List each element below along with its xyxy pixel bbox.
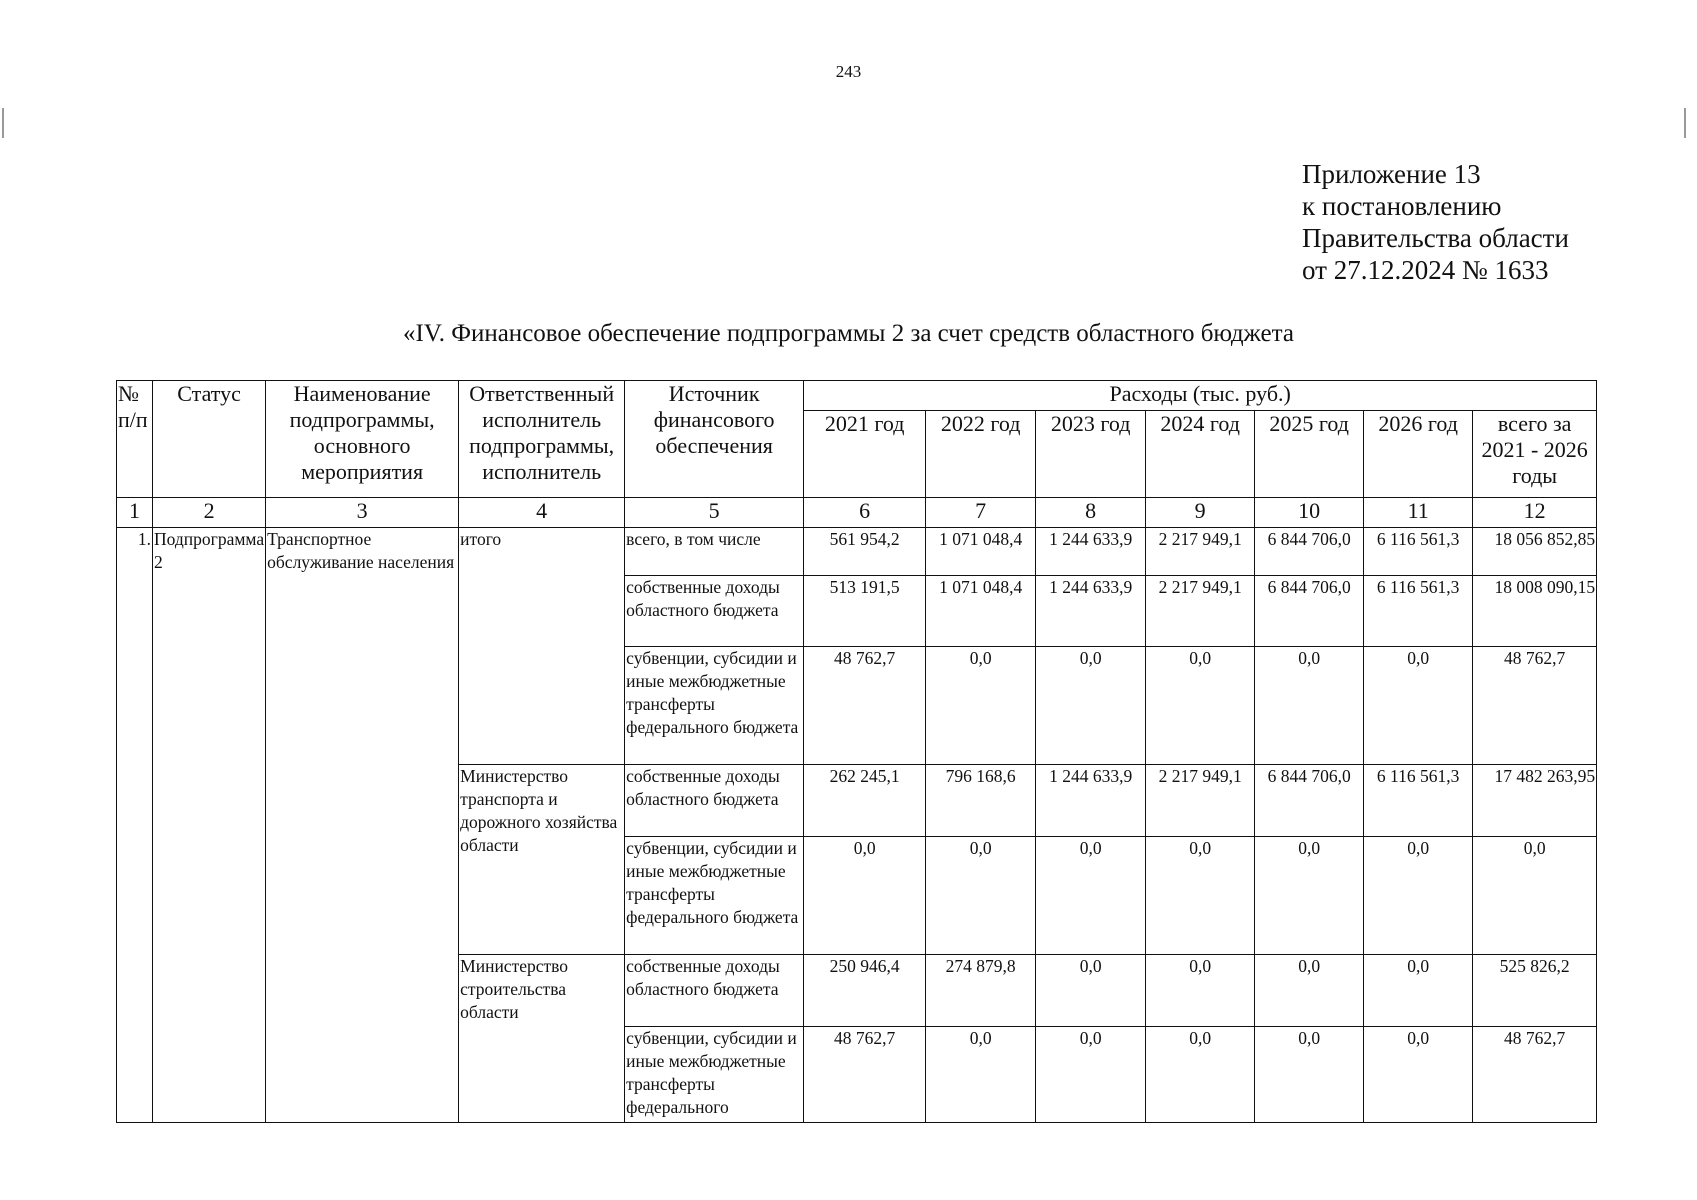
row-source: собственные доходы областного бюджета <box>625 576 804 647</box>
appendix-line: к постановлению <box>1302 191 1502 221</box>
value-cell: 48 762,7 <box>804 1027 926 1123</box>
column-number: 7 <box>926 498 1036 528</box>
value-cell: 0,0 <box>1255 1027 1364 1123</box>
value-cell: 0,0 <box>1364 1027 1473 1123</box>
header-num: № п/п <box>117 381 153 498</box>
value-cell: 250 946,4 <box>804 955 926 1027</box>
value-cell: 0,0 <box>926 837 1036 955</box>
column-number-row <box>117 498 1597 528</box>
header-year: 2021 год <box>804 411 926 498</box>
value-cell: 513 191,5 <box>804 576 926 647</box>
value-cell: 0,0 <box>1036 647 1146 765</box>
value-cell: 48 762,7 <box>804 647 926 765</box>
value-cell: 561 954,2 <box>804 528 926 576</box>
row-source: субвенции, субсидии и иные межбюджетные трансферты федерального бюджета <box>625 647 804 765</box>
column-number: 5 <box>625 498 804 528</box>
scan-edge-mark <box>1684 108 1686 138</box>
value-cell: 796 168,6 <box>926 765 1036 837</box>
header-total: всего за 2021 - 2026 годы <box>1473 411 1597 498</box>
value-cell: 6 116 561,3 <box>1364 765 1473 837</box>
column-number: 6 <box>804 498 926 528</box>
appendix-line: Правительства области <box>1302 223 1569 253</box>
column-number: 8 <box>1036 498 1146 528</box>
value-total: 48 762,7 <box>1473 647 1597 765</box>
value-cell: 6 116 561,3 <box>1364 576 1473 647</box>
row-source: субвенции, субсидии и иные межбюджетные трансферты федерального <box>625 1027 804 1123</box>
row-status: Подпрограмма 2 <box>153 528 266 1123</box>
row-name: Транспортное обслуживание населения <box>266 528 459 1123</box>
value-total: 0,0 <box>1473 837 1597 955</box>
column-number: 4 <box>459 498 625 528</box>
header-executor: Ответственный исполнитель подпрограммы, исполнитель <box>459 381 625 498</box>
value-cell: 1 244 633,9 <box>1036 576 1146 647</box>
value-cell: 0,0 <box>1036 1027 1146 1123</box>
row-executor: Министерство строительства области <box>459 955 625 1123</box>
value-cell: 0,0 <box>1364 955 1473 1027</box>
value-cell: 0,0 <box>926 647 1036 765</box>
document-title: «IV. Финансовое обеспечение подпрограммы 2 за счет средств областного бюджета <box>403 320 1294 347</box>
page-number: 243 <box>835 62 862 81</box>
header-name: Наименование подпрограммы, основного мероприятия <box>266 381 459 498</box>
column-number: 2 <box>153 498 266 528</box>
value-cell: 0,0 <box>1146 1027 1255 1123</box>
header-year: 2025 год <box>1255 411 1364 498</box>
value-cell: 0,0 <box>926 1027 1036 1123</box>
value-cell: 0,0 <box>1255 837 1364 955</box>
value-cell: 6 116 561,3 <box>1364 528 1473 576</box>
value-cell: 0,0 <box>1255 647 1364 765</box>
value-cell: 2 217 949,1 <box>1146 765 1255 837</box>
header-year: 2023 год <box>1036 411 1146 498</box>
value-cell: 0,0 <box>1036 837 1146 955</box>
header-status: Статус <box>153 381 266 498</box>
value-total: 18 056 852,85 <box>1473 528 1597 576</box>
row-source: собственные доходы областного бюджета <box>625 955 804 1027</box>
value-cell: 0,0 <box>1036 955 1146 1027</box>
table-row <box>117 528 1597 576</box>
value-cell: 0,0 <box>1364 647 1473 765</box>
row-executor: Министерство транспорта и дорожного хозяйства области <box>459 765 625 955</box>
value-cell: 6 844 706,0 <box>1255 765 1364 837</box>
value-total: 17 482 263,95 <box>1473 765 1597 837</box>
value-cell: 262 245,1 <box>804 765 926 837</box>
header-source: Источник финансового обеспечения <box>625 381 804 498</box>
column-number: 1 <box>117 498 153 528</box>
column-number: 3 <box>266 498 459 528</box>
column-number: 11 <box>1364 498 1473 528</box>
budget-table <box>116 380 1597 1123</box>
header-year: 2022 год <box>926 411 1036 498</box>
header-year: 2024 год <box>1146 411 1255 498</box>
value-cell: 0,0 <box>1146 837 1255 955</box>
value-cell: 1 244 633,9 <box>1036 765 1146 837</box>
value-cell: 2 217 949,1 <box>1146 528 1255 576</box>
row-source: субвенции, субсидии и иные межбюджетные трансферты федерального бюджета <box>625 837 804 955</box>
value-total: 18 008 090,15 <box>1473 576 1597 647</box>
header-expenses: Расходы (тыс. руб.) <box>804 381 1597 411</box>
column-number: 12 <box>1473 498 1597 528</box>
value-cell: 1 071 048,4 <box>926 576 1036 647</box>
value-cell: 0,0 <box>1364 837 1473 955</box>
column-number: 10 <box>1255 498 1364 528</box>
appendix-line: от 27.12.2024 № 1633 <box>1302 255 1549 285</box>
column-number: 9 <box>1146 498 1255 528</box>
value-cell: 0,0 <box>804 837 926 955</box>
row-executor: итого <box>459 528 625 765</box>
value-cell: 1 071 048,4 <box>926 528 1036 576</box>
value-cell: 6 844 706,0 <box>1255 528 1364 576</box>
value-cell: 0,0 <box>1255 955 1364 1027</box>
value-cell: 0,0 <box>1146 955 1255 1027</box>
scan-edge-mark <box>2 108 4 138</box>
value-cell: 6 844 706,0 <box>1255 576 1364 647</box>
row-source: собственные доходы областного бюджета <box>625 765 804 837</box>
appendix-line: Приложение 13 <box>1302 159 1481 189</box>
value-cell: 1 244 633,9 <box>1036 528 1146 576</box>
value-cell: 0,0 <box>1146 647 1255 765</box>
value-total: 48 762,7 <box>1473 1027 1597 1123</box>
appendix-block <box>1302 158 1569 286</box>
header-year: 2026 год <box>1364 411 1473 498</box>
value-cell: 274 879,8 <box>926 955 1036 1027</box>
value-total: 525 826,2 <box>1473 955 1597 1027</box>
row-source: всего, в том числе <box>625 528 804 576</box>
row-index: 1. <box>117 528 153 1123</box>
value-cell: 2 217 949,1 <box>1146 576 1255 647</box>
